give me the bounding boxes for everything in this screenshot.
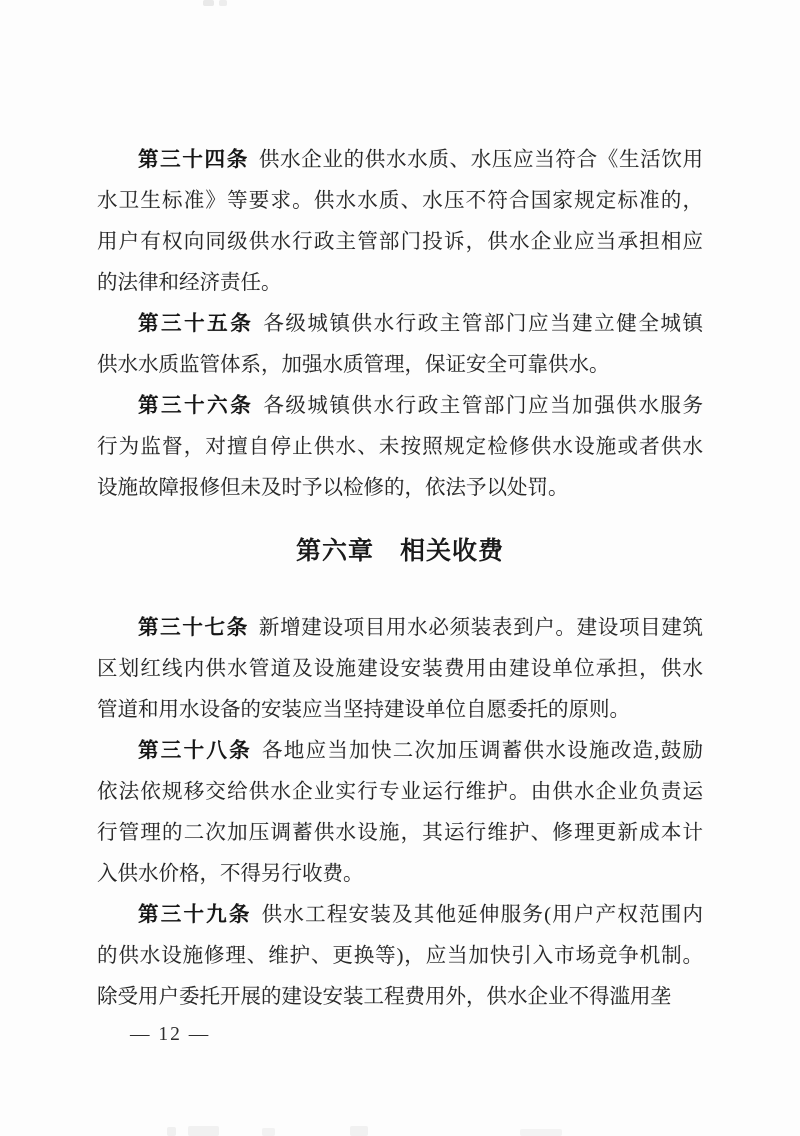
- document-content: [97, 140, 703, 1049]
- article-number: 第三十四条: [138, 149, 249, 171]
- line-text: 新增建设项目用水必须装表到户。建设项目建筑: [258, 617, 703, 639]
- text-line: 除受用户委托开展的建设安装工程费用外，供水企业不得滥用垄: [97, 986, 671, 1008]
- article-number: 第三十七条: [138, 617, 249, 639]
- article-paragraph: [97, 386, 703, 509]
- article-number: 第三十五条: [138, 313, 254, 335]
- scan-artifact: [167, 1127, 176, 1136]
- text-line: 水卫生标准》等要求。供水水质、水压不符合国家规定标准的，: [97, 190, 703, 212]
- text-line: 的法律和经济责任。: [97, 272, 282, 294]
- document-body-text: [97, 140, 703, 1018]
- text-line: 行为监督，对擅自停止供水、未按照规定检修供水设施或者供水: [97, 436, 703, 458]
- text-line: [97, 731, 703, 772]
- text-line: [97, 140, 703, 181]
- line-text: 各级城镇供水行政主管部门应当加强供水服务: [263, 395, 703, 417]
- scan-artifact: [203, 0, 214, 6]
- article-number: 第三十六条: [138, 395, 254, 417]
- text-line: 管道和用水设备的安装应当坚持建设单位自愿委托的原则。: [97, 699, 630, 721]
- page-footer: [97, 1021, 703, 1049]
- text-line: 的供水设施修理、维护、更换等)，应当加快引入市场竞争机制。: [97, 945, 703, 967]
- article-paragraph: [97, 731, 703, 895]
- text-line: 依法依规移交给供水企业实行专业运行维护。由供水企业负责运: [97, 781, 703, 803]
- scan-artifact: [520, 1129, 562, 1136]
- article-number: 第三十九条: [138, 904, 252, 926]
- article-paragraph: [97, 895, 703, 1018]
- line-text: 各级城镇供水行政主管部门应当建立健全城镇: [263, 313, 703, 335]
- text-line: [97, 304, 703, 345]
- article-paragraph: [97, 608, 703, 731]
- text-line: 用户有权向同级供水行政主管部门投诉，供水企业应当承担相应: [97, 231, 703, 253]
- text-line: [97, 895, 703, 936]
- text-line: 行管理的二次加压调蓄供水设施，其运行维护、修理更新成本计: [97, 822, 703, 844]
- text-line: [97, 608, 703, 649]
- scan-artifact: [262, 1128, 275, 1136]
- article-number: 第三十八条: [138, 740, 252, 762]
- text-line: [97, 386, 703, 427]
- scan-artifact: [188, 1126, 219, 1136]
- scan-artifact: [350, 1126, 368, 1136]
- scan-artifact: [219, 0, 227, 6]
- text-line: 区划红线内供水管道及设施建设安装费用由建设单位承担，供水: [97, 658, 703, 680]
- article-paragraph: [97, 140, 703, 304]
- text-line: 设施故障报修但未及时予以检修的，依法予以处罚。: [97, 477, 569, 499]
- text-line: 入供水价格，不得另行收费。: [97, 863, 364, 885]
- text-line: 供水水质监管体系，加强水质管理，保证安全可靠供水。: [97, 354, 610, 376]
- line-text: 供水企业的供水水质、水压应当符合《生活饮用: [258, 149, 703, 171]
- page-number: — 12 —: [130, 1024, 211, 1045]
- chapter-heading: 第六章 相关收费: [295, 537, 504, 565]
- line-text: 各地应当加快二次加压调蓄供水设施改造,鼓励: [261, 740, 703, 762]
- article-paragraph: [97, 304, 703, 386]
- line-text: 供水工程安装及其他延伸服务(用户产权范围内: [261, 904, 703, 926]
